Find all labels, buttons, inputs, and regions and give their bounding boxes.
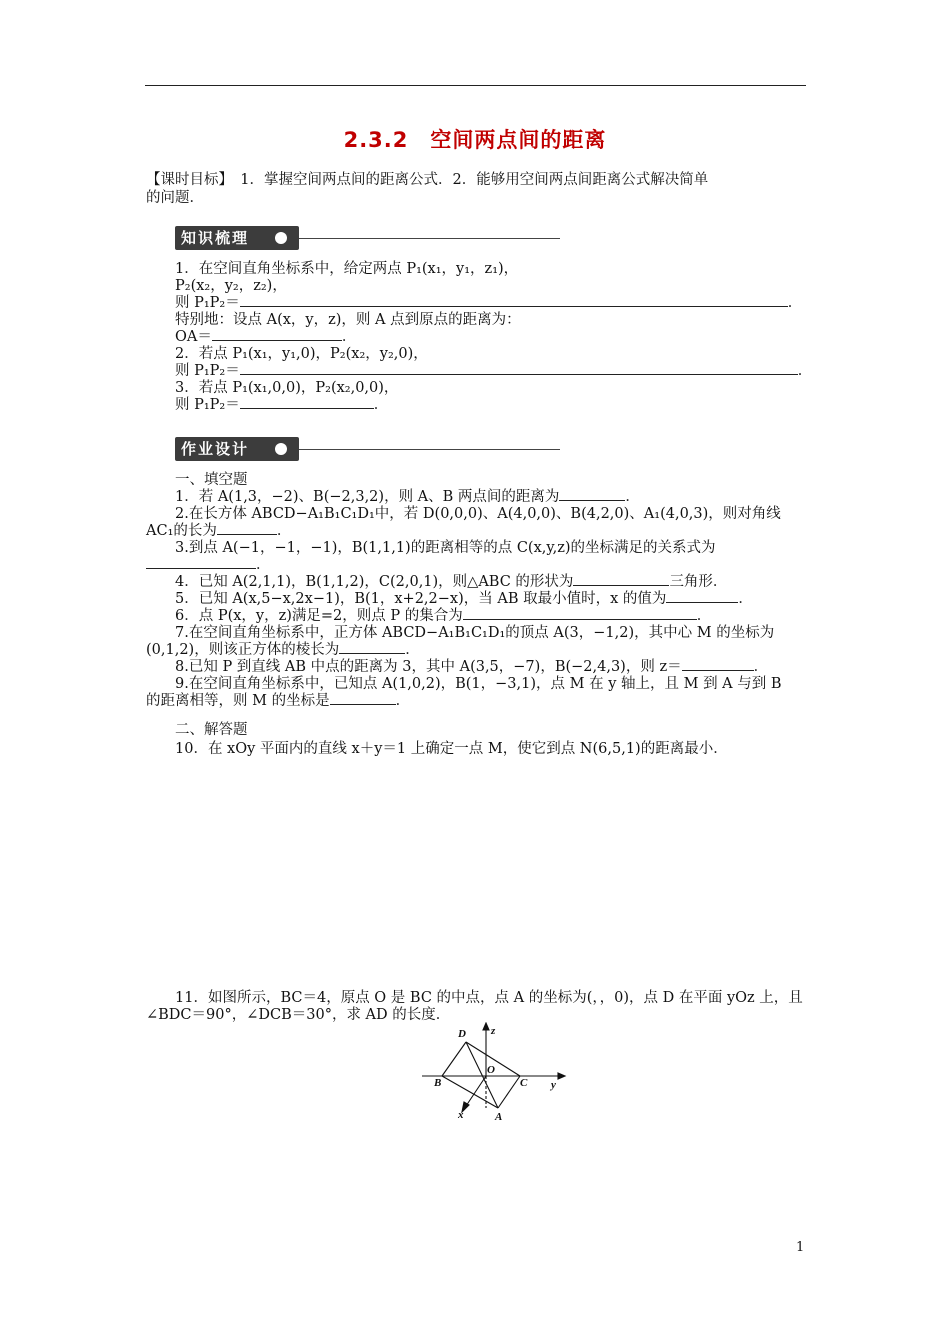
question-2: 2.在长方体 ABCD−A₁B₁C₁D₁中，若 D(0,0,0)、A(4,0,0)、B(4,2,0)、A₁(4,0,3)，则对角线 [175,506,781,522]
fill-blank [212,328,342,341]
fill-blank [559,488,625,501]
objective-line-2: 的问题． [146,190,204,206]
knowledge-line: 2．若点 P₁(x₁，y₁,0)，P₂(x₂，y₂,0)， [175,346,428,362]
knowledge-line: 则 P₁P₂＝ ． [175,295,803,311]
question-8: 8.已知 P 到直线 AB 中点的距离为 3，其中 A(3,5，−7)，B(−2,4,3)，则 z＝ ． [175,659,769,675]
label-y: y [551,1079,556,1091]
fill-blank [339,641,405,654]
label-x: x [458,1109,464,1121]
label-O: O [487,1064,495,1076]
knowledge-line: 则 P₁P₂＝ ． [175,397,389,413]
part-heading: 二、解答题 [175,722,248,738]
label-D: D [458,1028,466,1040]
knowledge-line: 特别地：设点 A(x，y，z)，则 A 点到原点的距离为： [175,312,521,328]
y-axis-arrow-icon [558,1073,565,1079]
banner-rule [299,449,560,450]
fill-blank [666,590,738,603]
fill-blank [463,607,697,620]
section-banner-homework [175,437,560,461]
question-9: 9.在空间直角坐标系中，已知点 A(1,0,2)，B(1，−3,1)，点 M 在 y 轴上，且 M 到 A 与到 B [175,676,782,692]
page-number: 1 [796,1240,805,1255]
segment-AC [498,1076,520,1108]
knowledge-line: 则 P₁P₂＝ ． [175,363,813,379]
z-axis-arrow-icon [483,1023,489,1030]
fill-blank [240,294,788,307]
banner-rule [299,238,560,239]
fill-blank [330,692,396,705]
fill-blank [240,362,798,375]
fill-blank [240,396,374,409]
part-heading: 一、填空题 [175,472,248,488]
knowledge-line: P₂(x₂，y₂，z₂)， [175,278,287,294]
label-C: C [520,1077,528,1089]
fill-blank [573,573,669,586]
label-B: B [434,1077,442,1089]
bullet-dot-icon [275,443,287,455]
question-4: 4．已知 A(2,1,1)，B(1,1,2)，C(2,0,1)，则△ABC 的形状为 三角形． [175,574,728,590]
question-9-cont: 的距离相等，则 M 的坐标是 ． [146,693,411,709]
question-1: 1．若 A(1,3，−2)、B(−2,3,2)，则 A、B 两点间的距离为 ． [175,489,640,505]
knowledge-line: 3．若点 P₁(x₁,0,0)，P₂(x₂,0,0)， [175,380,399,396]
question-3-cont: ． [146,556,810,574]
question-6: 6．点 P(x，y，z)满足=2，则点 P 的集合为 ． [175,608,712,624]
label-z: z [491,1025,496,1037]
page-title: 2.3.2 空间两点间的距离 [343,128,607,152]
question-5: 5．已知 A(x,5−x,2x−1)，B(1，x+2,2−x)，当 AB 取最小值时，x 的值为 ． [175,591,753,607]
knowledge-line: 1．在空间直角坐标系中，给定两点 P₁(x₁，y₁，z₁)， [175,261,519,277]
header-rule [145,85,806,86]
segment-BA [442,1076,498,1108]
question-7-cont: (0,1,2)，则该正方体的棱长为 ． [146,642,420,658]
question-11: 11．如图所示，BC＝4，原点 O 是 BC 的中点，点 A 的坐标为(，，0)，点 D 在平面 yOz 上，且 [175,990,803,1006]
fill-blank [682,658,754,671]
banner-label: 作业设计 [175,437,299,461]
fill-blank [146,556,256,569]
objective-line-1: 【课时目标】 1．掌握空间两点间的距离公式．2．能够用空间两点间距离公式解决简单 [146,172,709,188]
question-10: 10．在 xOy 平面内的直线 x＋y＝1 上确定一点 M，使它到点 N(6,5,1)的距离最小． [175,741,728,757]
question-11-cont: ∠BDC＝90°，∠DCB＝30°，求 AD 的长度． [146,1007,451,1023]
coordinate-figure [420,1022,570,1122]
question-2-cont: AC₁的长为 ． [146,523,292,539]
fill-blank [217,522,277,535]
label-A: A [495,1111,503,1122]
segment-BD [442,1042,466,1076]
question-7: 7.在空间直角坐标系中，正方体 ABCD−A₁B₁C₁D₁的顶点 A(3，−1,2)，其中心 M 的坐标为 [175,625,775,641]
section-banner-knowledge [175,226,560,250]
question-3: 3.到点 A(−1，−1，−1)，B(1,1,1)的距离相等的点 C(x,y,z)的坐标满足的关系式为 [175,540,716,556]
banner-label: 知识梳理 [175,226,299,250]
knowledge-line: OA＝ ． [175,329,357,345]
bullet-dot-icon [275,232,287,244]
